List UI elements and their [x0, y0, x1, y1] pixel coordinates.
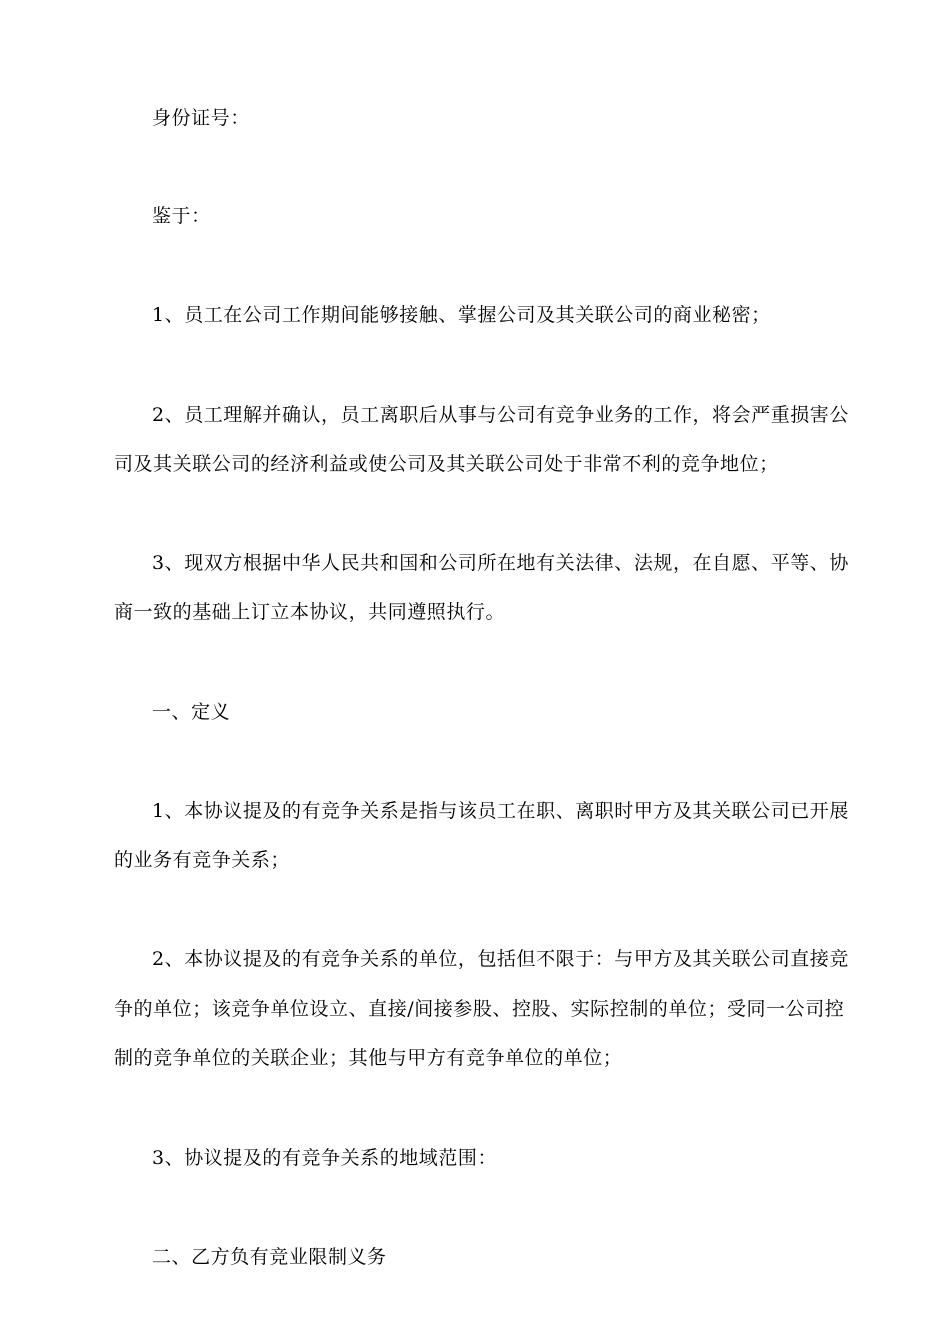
whereas-item-3-line-2: 商一致的基础上订立本协议，共同遵照执行。 — [114, 601, 506, 623]
definition-item-1-line-1: 1、本协议提及的有竞争关系是指与该员工在职、离职时甲方及其关联公司已开展 — [152, 800, 849, 822]
definition-item-2-line-1: 2、本协议提及的有竞争关系的单位，包括但不限于：与甲方及其关联公司直接竞 — [152, 948, 849, 970]
definition-item-3: 3、协议提及的有竞争关系的地域范围： — [152, 1147, 497, 1169]
whereas-label: 鉴于： — [152, 205, 211, 227]
definition-item-1-line-2: 的业务有竞争关系； — [114, 849, 290, 871]
id-number-label: 身份证号： — [152, 107, 250, 129]
definition-item-2-line-2: 争的单位；该竞争单位设立、直接/间接参股、控股、实际控制的单位；受同一公司控 — [114, 998, 845, 1020]
section-heading-non-compete-obligation: 二、乙方负有竞业限制义务 — [152, 1246, 387, 1268]
section-heading-definitions: 一、定义 — [152, 701, 231, 723]
definition-item-2-line-3: 制的竞争单位的关联企业；其他与甲方有竞争单位的单位； — [114, 1047, 623, 1069]
whereas-item-1: 1、员工在公司工作期间能够接触、掌握公司及其关联公司的商业秘密； — [152, 304, 771, 326]
whereas-item-3-line-1: 3、现双方根据中华人民共和国和公司所在地有关法律、法规，在自愿、平等、协 — [152, 552, 849, 574]
whereas-item-2-line-2: 司及其关联公司的经济利益或使公司及其关联公司处于非常不利的竞争地位； — [114, 453, 779, 475]
whereas-item-2-line-1: 2、员工理解并确认，员工离职后从事与公司有竞争业务的工作，将会严重损害公 — [152, 404, 849, 426]
